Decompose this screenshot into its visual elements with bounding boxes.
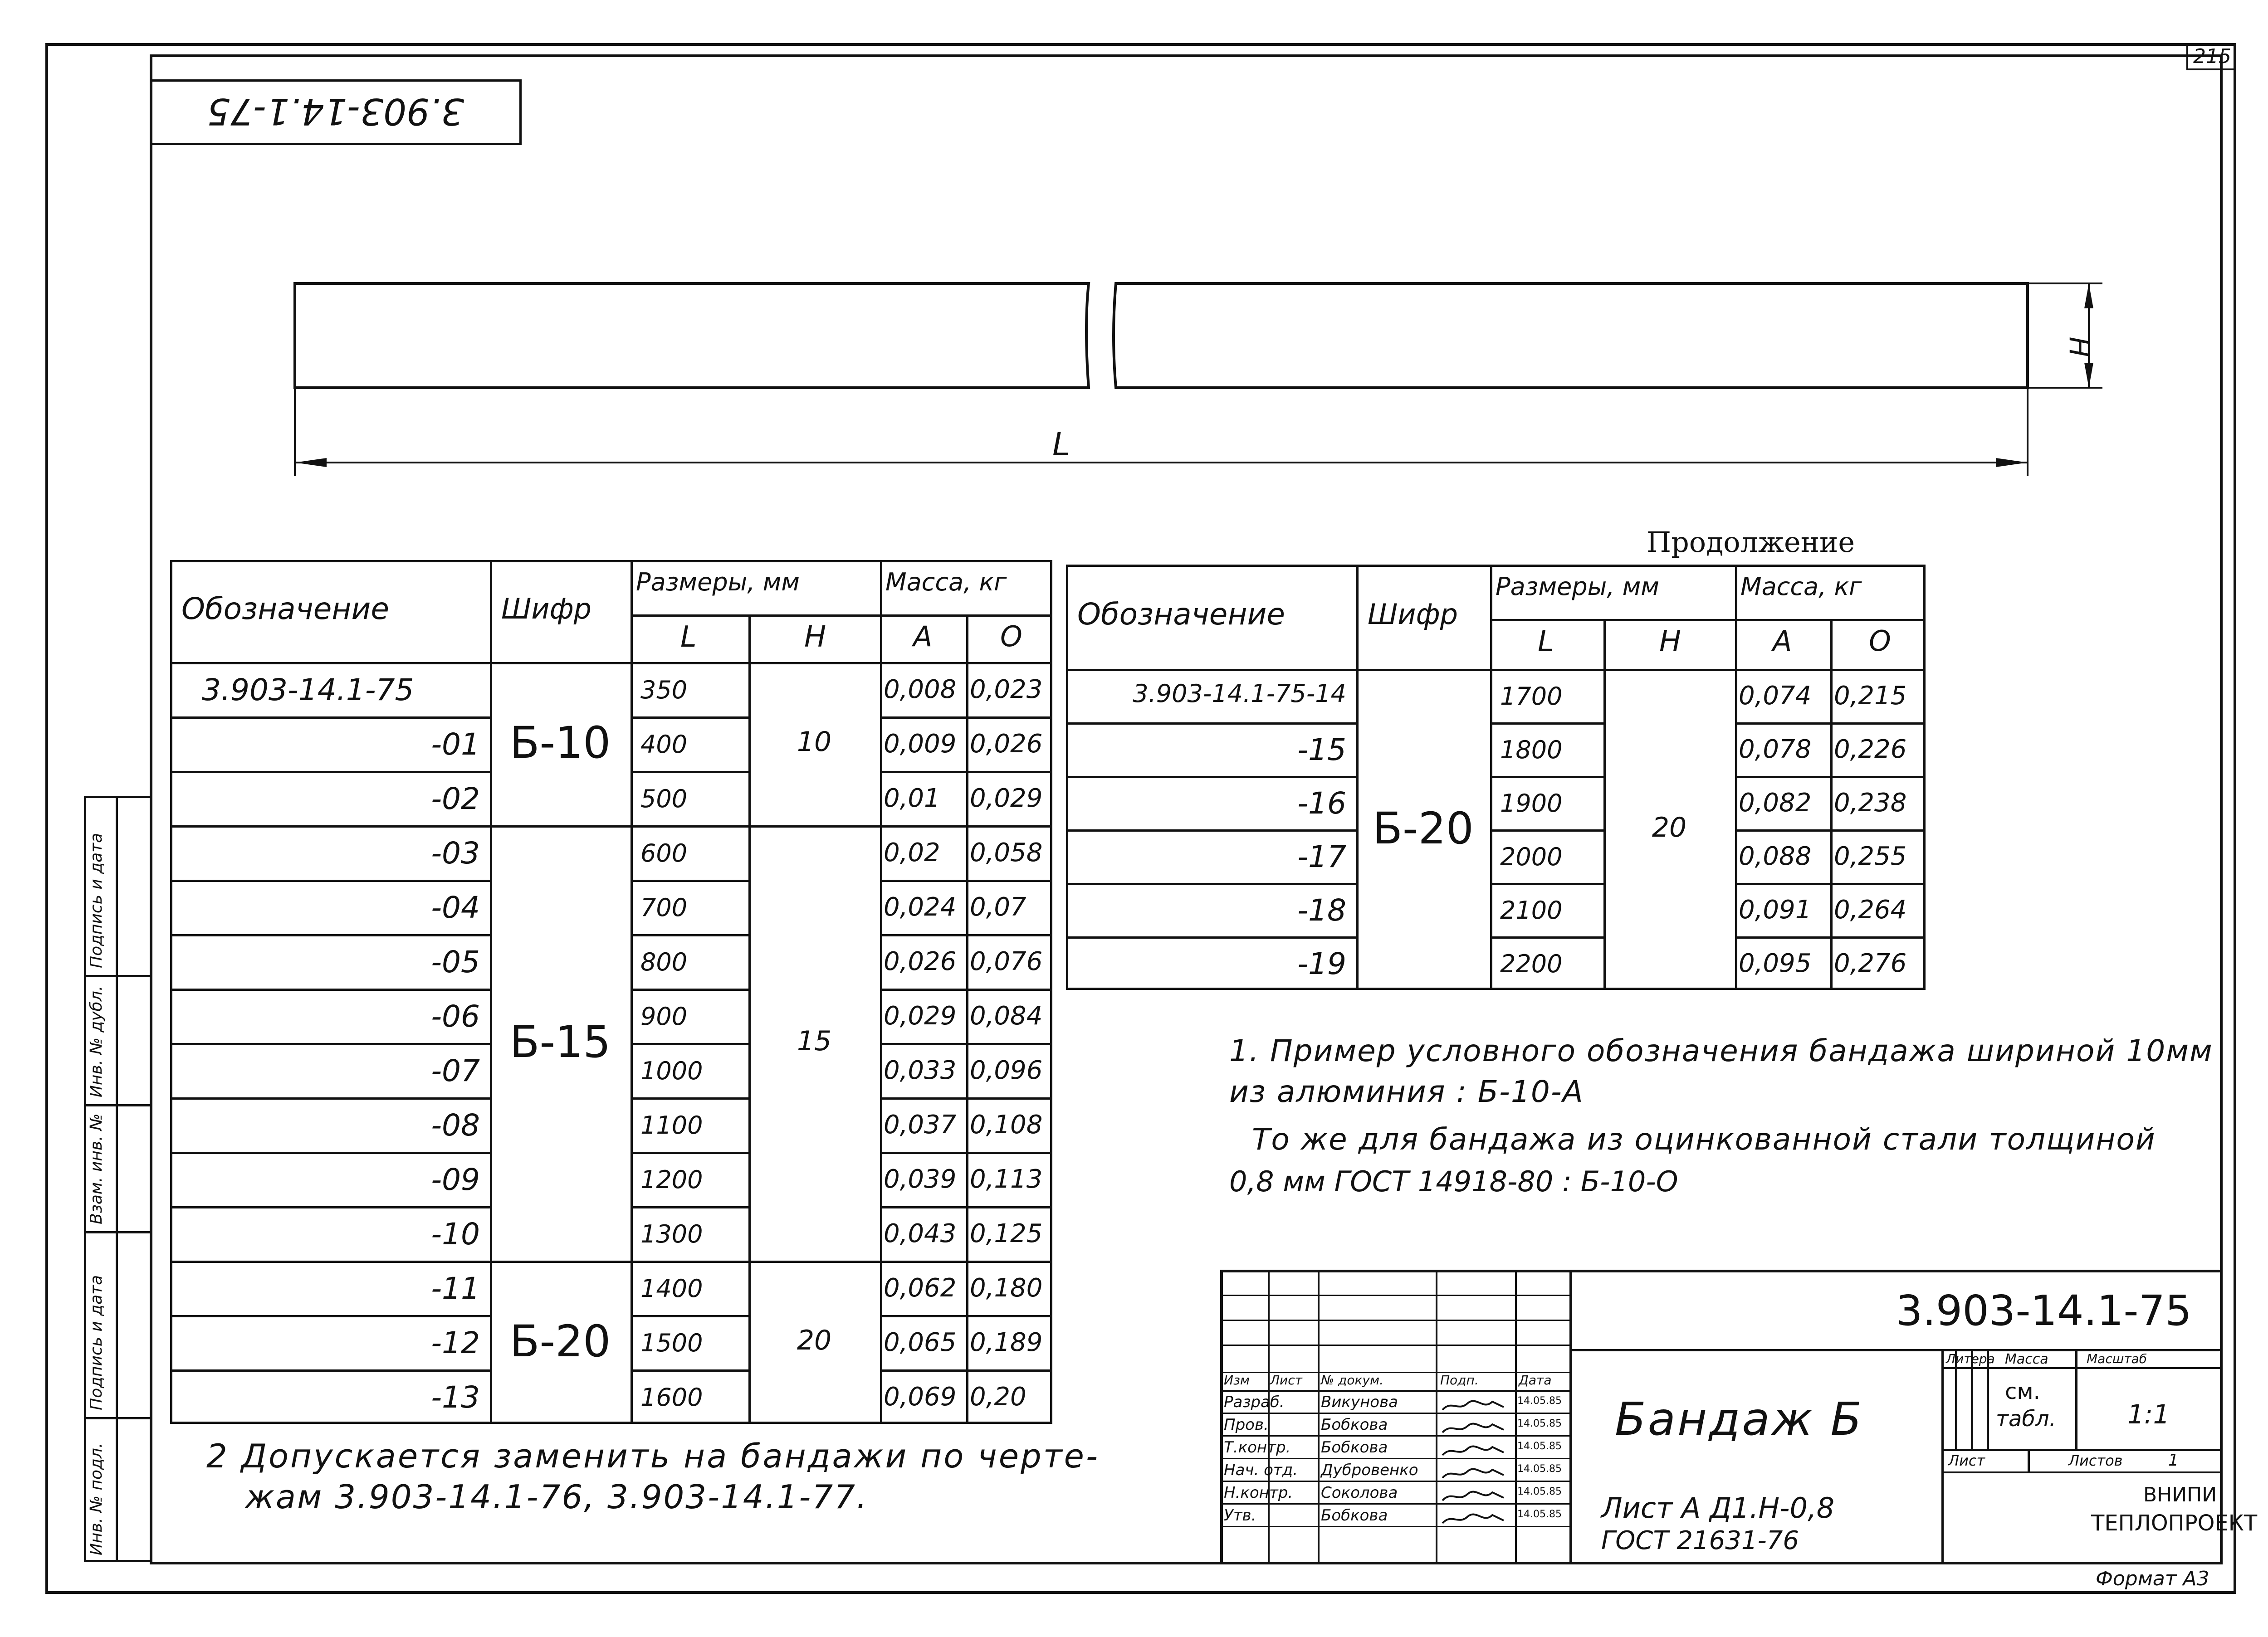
- tl-row-line: [631, 989, 748, 991]
- tl-header-bottom: [170, 662, 1052, 664]
- tl-cell-L: 1400: [640, 1274, 703, 1303]
- tl-group-code: Б-20: [509, 1316, 611, 1367]
- tl-cell-designation: -13: [431, 1380, 480, 1415]
- tb-date: 14.05.85: [1517, 1463, 1562, 1475]
- note-2-line-2: жам 3.903-14.1-76, 3.903-14.1-77.: [245, 1478, 868, 1516]
- tl-row-line: [170, 934, 490, 936]
- tb-role: Т.контр.: [1224, 1438, 1291, 1457]
- tl-row-line: [170, 1261, 1052, 1263]
- tr-cell-designation: -18: [1297, 893, 1346, 928]
- title-sheet-note-1: Лист А Д1.Н-0,8: [1601, 1491, 1835, 1525]
- tr-header-H: H: [1659, 625, 1681, 658]
- tl-row-line: [170, 1206, 490, 1208]
- org-line-2: ТЕПЛОПРОЕКТ: [2091, 1510, 2258, 1536]
- page-number: 215: [2193, 45, 2231, 68]
- tl-cell-designation: -03: [431, 836, 480, 871]
- note-1-line-3: То же для бандажа из оцинкованной стали толщиной: [1252, 1122, 2156, 1157]
- tl-group-code: Б-15: [509, 1017, 611, 1067]
- top-stamp-code: 3.903-14.1-75: [207, 90, 464, 132]
- tb-role: Нач. отд.: [1224, 1461, 1298, 1479]
- tl-header-A: А: [913, 620, 933, 653]
- tl-cell-A: 0,009: [884, 729, 957, 759]
- signature-scribble: [1440, 1466, 1508, 1481]
- tb-grid-col: [1515, 1270, 1517, 1564]
- tl-cell-O: 0,189: [970, 1328, 1043, 1357]
- tb-person: Дубровенко: [1321, 1461, 1418, 1479]
- tr-header-L: L: [1538, 625, 1554, 658]
- tl-group-code: Б-10: [509, 717, 611, 768]
- tr-header-sizes: Размеры, мм: [1496, 572, 1660, 601]
- tl-row-line: [880, 1152, 1052, 1154]
- tb-date: 14.05.85: [1517, 1441, 1562, 1452]
- tl-cell-L: 1200: [640, 1165, 703, 1194]
- tr-row-line: [1735, 936, 1926, 939]
- dim-label-H: H: [2063, 336, 2095, 357]
- tl-row-line: [631, 1097, 748, 1100]
- side-stamp-sep-2: [84, 1231, 152, 1233]
- tr-row-line: [1735, 722, 1926, 725]
- tr-col-line: [1603, 619, 1606, 990]
- tl-cell-L: 400: [640, 730, 688, 759]
- tl-header-code: Шифр: [501, 592, 591, 625]
- note-2-line-1: 2 Допускается заменить на бандажи по черте-: [206, 1437, 1100, 1475]
- tl-cell-designation: -04: [431, 890, 480, 925]
- tr-row-line: [1490, 883, 1603, 885]
- tl-row-line: [880, 880, 1052, 882]
- tb-grid-row: [1220, 1390, 1569, 1392]
- tb-person: Викунова: [1321, 1393, 1398, 1411]
- tl-row-line: [170, 1043, 490, 1045]
- tl-row-line: [631, 1369, 748, 1372]
- tl-cell-O: 0,076: [970, 947, 1043, 976]
- tb-grid-row: [1220, 1320, 1569, 1321]
- tb-h-lit-hdr: [1941, 1367, 2223, 1369]
- tl-cell-L: 800: [640, 948, 688, 976]
- litera-label: Литера: [1946, 1351, 1995, 1366]
- tr-cell-O: 0,276: [1834, 949, 1907, 978]
- tl-cell-L: 900: [640, 1002, 688, 1031]
- tb-h-org: [1941, 1471, 2223, 1473]
- tl-cell-A: 0,039: [884, 1164, 957, 1194]
- tl-row-line: [880, 1043, 1052, 1045]
- tr-row-line: [1735, 829, 1926, 832]
- tb-person: Соколова: [1321, 1484, 1398, 1502]
- tb-col-header: № докум.: [1321, 1373, 1384, 1388]
- tl-header-designation: Обозначение: [181, 591, 389, 626]
- tl-cell-A: 0,069: [884, 1382, 957, 1412]
- tb-v-lit: [1941, 1349, 1944, 1564]
- tl-row-line: [170, 825, 1052, 828]
- tl-row-line: [631, 1315, 748, 1317]
- side-stamp-sep-1: [84, 1417, 152, 1419]
- title-sheet-note-2: ГОСТ 21631-76: [1601, 1526, 1799, 1555]
- tr-cell-designation: 3.903-14.1-75-14: [1133, 679, 1346, 708]
- tl-cell-designation: -07: [431, 1053, 480, 1088]
- tl-cell-designation: 3.903-14.1-75: [202, 672, 414, 707]
- side-stamp-label-1: Инв. № подл.: [87, 1442, 106, 1555]
- tr-cell-designation: -19: [1297, 946, 1346, 981]
- tl-col-line: [631, 560, 633, 1424]
- tr-header-split: [1490, 619, 1926, 621]
- tl-header-mass: Масса, кг: [885, 568, 1007, 596]
- mass-value-1: см.: [2005, 1379, 2040, 1404]
- side-stamp-label-5: Подпись и дата: [87, 833, 106, 968]
- tl-row-line: [631, 934, 748, 936]
- tl-cell-designation: -08: [431, 1108, 480, 1143]
- tr-cell-L: 2000: [1500, 843, 1563, 871]
- tr-cell-O: 0,255: [1834, 842, 1907, 871]
- mass-value-2: табл.: [1996, 1406, 2056, 1432]
- tl-row-line: [880, 989, 1052, 991]
- tl-cell-O: 0,113: [970, 1164, 1043, 1194]
- tl-row-line: [880, 1315, 1052, 1317]
- tl-cell-A: 0,043: [884, 1219, 957, 1248]
- tr-row-line: [1490, 776, 1603, 778]
- tb-date: 14.05.85: [1517, 1486, 1562, 1497]
- tl-cell-designation: -09: [431, 1162, 480, 1197]
- tb-role: Пров.: [1224, 1416, 1269, 1434]
- tr-row-line: [1066, 722, 1356, 725]
- tl-row-line: [631, 716, 748, 719]
- tl-cell-O: 0,029: [970, 784, 1043, 813]
- tl-row-line: [170, 1315, 490, 1317]
- tl-cell-designation: -10: [431, 1217, 480, 1252]
- tr-row-line: [1066, 883, 1356, 885]
- tl-cell-L: 600: [640, 839, 688, 867]
- tr-col-line: [1356, 565, 1359, 990]
- tl-cell-designation: -06: [431, 999, 480, 1034]
- title-name: Бандаж Б: [1615, 1393, 1864, 1446]
- tl-cell-L: 1100: [640, 1111, 703, 1140]
- tr-row-line: [1490, 722, 1603, 725]
- tr-cell-A: 0,082: [1739, 788, 1812, 818]
- tr-cell-O: 0,264: [1834, 895, 1907, 925]
- tr-cell-O: 0,226: [1834, 735, 1907, 764]
- tr-cell-O: 0,238: [1834, 788, 1907, 818]
- tl-row-line: [880, 1206, 1052, 1208]
- tr-group-H: 20: [1652, 812, 1687, 843]
- tr-row-line: [1066, 829, 1356, 832]
- tl-header-sizes: Размеры, мм: [636, 568, 800, 596]
- tb-grid-col: [1436, 1270, 1437, 1564]
- band-drawing: [272, 272, 2132, 499]
- tb-grid-row: [1220, 1481, 1569, 1482]
- tr-header-mass: Масса, кг: [1740, 572, 1862, 601]
- tl-cell-O: 0,20: [970, 1382, 1026, 1412]
- tb-date: 14.05.85: [1517, 1395, 1562, 1407]
- tl-cell-O: 0,125: [970, 1219, 1043, 1248]
- tr-cell-A: 0,091: [1739, 895, 1812, 925]
- tr-cell-L: 1900: [1500, 789, 1563, 818]
- sheet-label: Лист: [1948, 1452, 1985, 1469]
- side-stamp-divider: [116, 796, 118, 1562]
- side-stamp-sep-4: [84, 975, 152, 977]
- tb-col-header: Изм: [1224, 1373, 1250, 1388]
- tb-col-header: Лист: [1270, 1373, 1302, 1388]
- tb-date: 14.05.85: [1517, 1418, 1562, 1429]
- tr-cell-designation: -15: [1297, 732, 1346, 767]
- tl-cell-A: 0,062: [884, 1273, 957, 1303]
- tb-grid-row: [1220, 1435, 1569, 1437]
- tl-cell-designation: -01: [431, 727, 480, 762]
- tl-row-line: [631, 1206, 748, 1208]
- tl-cell-O: 0,108: [970, 1110, 1043, 1140]
- tl-cell-L: 1500: [640, 1329, 703, 1357]
- tr-row-line: [1490, 829, 1603, 832]
- tl-row-line: [880, 716, 1052, 719]
- signature-scribble: [1440, 1511, 1508, 1527]
- tl-group-H: 20: [797, 1325, 832, 1356]
- tr-header-designation: Обозначение: [1077, 597, 1285, 632]
- tl-cell-A: 0,008: [884, 675, 957, 704]
- tl-row-line: [170, 1097, 490, 1100]
- tr-row-line: [1066, 776, 1356, 778]
- tr-cell-designation: -17: [1297, 839, 1346, 874]
- tb-date: 14.05.85: [1517, 1509, 1562, 1520]
- tl-row-line: [631, 771, 748, 773]
- tb-grid-row: [1220, 1295, 1569, 1296]
- tr-cell-A: 0,088: [1739, 842, 1812, 871]
- tl-row-line: [170, 989, 490, 991]
- tl-cell-L: 1300: [640, 1220, 703, 1248]
- tr-group-code: Б-20: [1373, 803, 1474, 854]
- tb-role: Н.контр.: [1224, 1484, 1293, 1502]
- mass-label: Масса: [2005, 1351, 2048, 1367]
- tl-cell-A: 0,01: [884, 784, 940, 813]
- tl-header-split: [631, 614, 1052, 617]
- tr-row-line: [1066, 936, 1356, 939]
- tl-cell-O: 0,180: [970, 1273, 1043, 1303]
- title-doc-code: 3.903-14.1-75: [1896, 1286, 2192, 1335]
- tl-cell-L: 1000: [640, 1057, 703, 1085]
- org-line-1: ВНИПИ: [2143, 1483, 2217, 1506]
- tb-person: Бобкова: [1321, 1506, 1388, 1525]
- tb-grid-row: [1220, 1526, 1569, 1527]
- tb-grid-row: [1220, 1503, 1569, 1505]
- tl-row-line: [170, 716, 490, 719]
- signature-scribble: [1440, 1489, 1508, 1504]
- tb-role: Разраб.: [1224, 1393, 1285, 1411]
- tb-col-header: Подп.: [1440, 1373, 1479, 1388]
- sheets-label: Листов: [2068, 1452, 2123, 1469]
- tr-header-O: О: [1869, 624, 1891, 658]
- tl-header-L: L: [680, 620, 697, 654]
- tr-cell-O: 0,215: [1834, 681, 1907, 711]
- tl-cell-O: 0,023: [970, 675, 1043, 704]
- tl-cell-L: 700: [640, 893, 688, 922]
- tr-cell-designation: -16: [1297, 786, 1346, 821]
- tr-cell-A: 0,078: [1739, 735, 1812, 764]
- tl-cell-A: 0,029: [884, 1001, 957, 1031]
- tr-header-code: Шифр: [1368, 598, 1458, 631]
- note-1-line-4: 0,8 мм ГОСТ 14918-80 : Б-10-О: [1229, 1165, 1678, 1198]
- tl-row-line: [170, 771, 490, 773]
- tl-cell-A: 0,024: [884, 892, 957, 922]
- tr-cell-L: 2100: [1500, 896, 1563, 925]
- tl-row-line: [880, 1097, 1052, 1100]
- tr-cell-L: 2200: [1500, 950, 1563, 978]
- signature-scribble: [1440, 1398, 1508, 1413]
- signature-scribble: [1440, 1443, 1508, 1459]
- tb-v-sheets: [2028, 1449, 2030, 1471]
- tl-cell-A: 0,026: [884, 947, 957, 976]
- tl-cell-O: 0,058: [970, 838, 1043, 867]
- note-1-line-1: 1. Пример условного обозначения бандажа шириной 10мм: [1229, 1033, 2213, 1068]
- tr-col-line: [1830, 619, 1833, 990]
- note-1-line-2: из алюминия : Б-10-А: [1229, 1074, 1584, 1109]
- tl-row-line: [631, 880, 748, 882]
- tr-header-A: А: [1773, 624, 1792, 658]
- tb-v-mass: [2075, 1349, 2077, 1449]
- tr-row-line: [1735, 883, 1926, 885]
- side-stamp-label-3: Взам. инв. №: [87, 1113, 106, 1224]
- dim-label-L: L: [1052, 426, 1070, 463]
- tl-cell-designation: -02: [431, 781, 480, 816]
- tr-cell-A: 0,095: [1739, 949, 1812, 978]
- tb-v-main: [1569, 1270, 1572, 1564]
- tb-grid-row: [1220, 1345, 1569, 1346]
- tr-cell-A: 0,074: [1739, 681, 1812, 711]
- tl-row-line: [880, 934, 1052, 936]
- tl-cell-A: 0,033: [884, 1056, 957, 1085]
- tb-h-sheets: [1941, 1449, 2223, 1451]
- tl-cell-designation: -12: [431, 1325, 480, 1360]
- tl-row-line: [880, 771, 1052, 773]
- tr-row-line: [1490, 936, 1603, 939]
- tl-header-H: H: [804, 620, 826, 654]
- sheets-value: 1: [2168, 1451, 2179, 1470]
- tb-role: Утв.: [1224, 1506, 1256, 1525]
- format-label: Формат А3: [2096, 1567, 2209, 1590]
- tr-cell-L: 1800: [1500, 736, 1563, 764]
- tl-cell-L: 350: [640, 676, 688, 704]
- tl-group-H: 10: [797, 726, 832, 758]
- tl-row-line: [631, 1043, 748, 1045]
- scale-value: 1:1: [2127, 1399, 2170, 1430]
- tl-cell-A: 0,065: [884, 1328, 957, 1357]
- tl-row-line: [880, 1369, 1052, 1372]
- signature-scribble: [1440, 1421, 1508, 1436]
- tl-row-line: [170, 1152, 490, 1154]
- side-stamp-label-2: Подпись и дата: [87, 1275, 106, 1410]
- tl-row-line: [170, 880, 490, 882]
- tl-cell-O: 0,096: [970, 1056, 1043, 1085]
- tl-cell-O: 0,084: [970, 1001, 1043, 1031]
- tl-cell-designation: -11: [431, 1271, 480, 1306]
- tl-col-line: [490, 560, 492, 1424]
- tr-header-bottom: [1066, 669, 1926, 671]
- tl-col-line: [966, 614, 968, 1424]
- tb-person: Бобкова: [1321, 1416, 1388, 1434]
- tb-col-header: Дата: [1519, 1373, 1552, 1388]
- tl-group-H: 15: [797, 1025, 832, 1057]
- tr-cell-L: 1700: [1500, 682, 1563, 711]
- side-stamp-sep-3: [84, 1104, 152, 1106]
- tl-cell-A: 0,02: [884, 838, 940, 867]
- tl-col-line: [880, 560, 882, 1424]
- tl-row-line: [631, 1152, 748, 1154]
- tl-cell-A: 0,037: [884, 1110, 957, 1140]
- tr-row-line: [1735, 776, 1926, 778]
- tl-row-line: [170, 1369, 490, 1372]
- tb-grid-row: [1220, 1413, 1569, 1414]
- side-stamp-label-4: Инв. № дубл.: [87, 985, 106, 1097]
- tl-cell-designation: -05: [431, 945, 480, 979]
- tb-person: Бобкова: [1321, 1438, 1388, 1457]
- scale-label: Масштаб: [2087, 1351, 2147, 1366]
- tl-header-O: О: [1000, 620, 1022, 653]
- tl-cell-O: 0,07: [970, 892, 1026, 922]
- continuation-label: Продолжение: [1647, 526, 1855, 559]
- tl-cell-O: 0,026: [970, 729, 1043, 759]
- tb-grid-col: [1318, 1270, 1320, 1564]
- tb-grid-row: [1220, 1458, 1569, 1459]
- tl-cell-L: 500: [640, 784, 688, 813]
- tl-cell-L: 1600: [640, 1383, 703, 1412]
